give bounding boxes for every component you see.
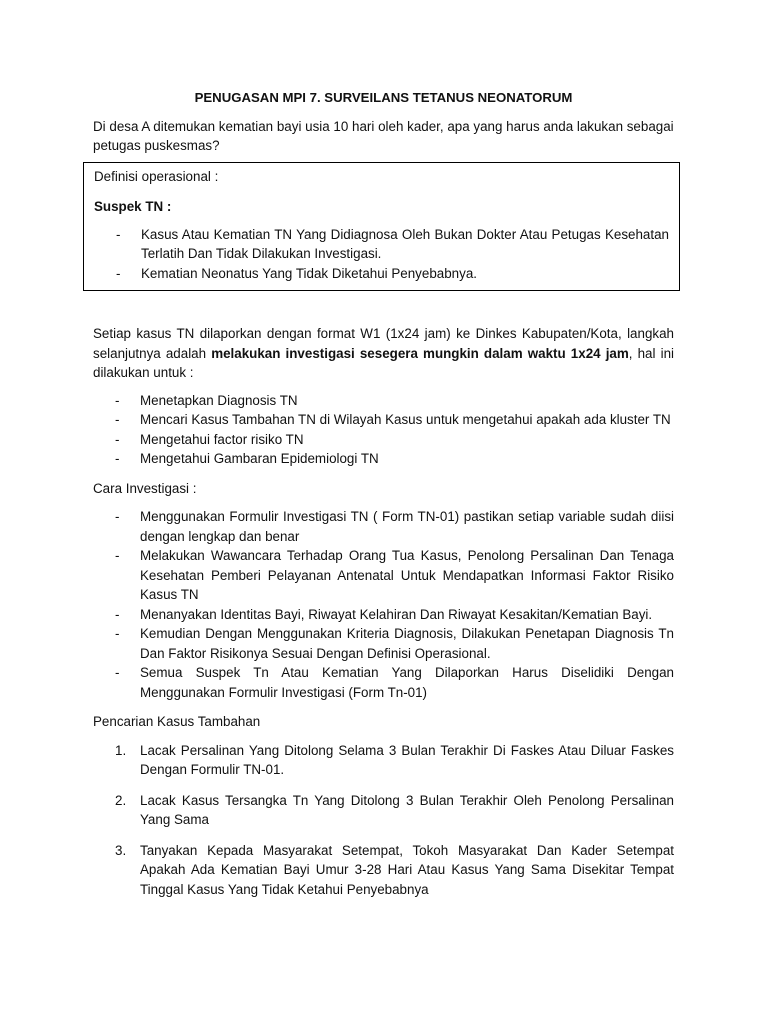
report-text-after: , hal ini dilakukan untuk :: [93, 345, 674, 380]
definition-list: [94, 225, 669, 284]
additional-cases-heading: Pencarian Kasus Tambahan: [93, 714, 261, 729]
dash-bullet: -: [115, 626, 120, 641]
list-item-text: Kasus Atau Kematian TN Yang Didiagnosa Oleh Bukan Dokter Atau Petugas Kesehatan Terlatih Dan Tidak Dilakukan Investigasi.: [141, 226, 669, 261]
list-item: [93, 605, 674, 625]
list-item-text: Tanyakan Kepada Masyarakat Setempat, Tokoh Masyarakat Dan Kader Setempat Apakah Ada Kematian Bayi Umur 3-28 Hari Atau Kasus Yang Sama Disekitar Tempat Tinggal Kasus Yang Tidak Ketahui Penyebabnya: [140, 842, 674, 897]
list-item: [94, 264, 669, 284]
intro-question: Di desa A ditemukan kematian bayi usia 10 hari oleh kader, apa yang harus anda lakukan sebagai petugas puskesmas?: [93, 118, 674, 153]
dash-bullet: -: [115, 451, 120, 466]
list-number: 3.: [115, 842, 127, 858]
purpose-list: [93, 391, 674, 469]
document-content: [93, 88, 674, 910]
investigation-heading: Cara Investigasi :: [93, 480, 197, 496]
additional-cases-list: [93, 741, 674, 900]
list-item: [93, 410, 674, 430]
dash-bullet: -: [115, 509, 120, 524]
dash-bullet: -: [115, 548, 120, 563]
list-item: [93, 663, 674, 702]
list-item: [93, 546, 674, 605]
list-item: [93, 391, 674, 411]
dash-bullet: -: [116, 265, 121, 281]
definition-subheading: Suspek TN :: [94, 199, 172, 214]
list-item-text: Lacak Persalinan Yang Ditolong Selama 3 Bulan Terakhir Di Faskes Atau Diluar Faskes Dengan Formulir TN-01.: [140, 742, 674, 777]
dash-bullet: -: [115, 606, 120, 622]
report-paragraph: [93, 324, 674, 383]
list-item-text: Mengetahui Gambaran Epidemiologi TN: [140, 451, 379, 466]
dash-bullet: -: [115, 665, 120, 680]
report-text-bold: melakukan investigasi sesegera mungkin dalam waktu 1x24 jam: [211, 345, 629, 361]
dash-bullet: -: [116, 226, 121, 242]
list-item: [94, 225, 669, 264]
list-item-text: Menetapkan Diagnosis TN: [140, 392, 298, 408]
list-item-text: Menanyakan Identitas Bayi, Riwayat Kelahiran Dan Riwayat Kesakitan/Kematian Bayi.: [140, 606, 653, 622]
list-number: 1.: [115, 742, 127, 758]
definition-box: [83, 162, 680, 292]
list-item: [93, 791, 674, 830]
list-item-text: Kematian Neonatus Yang Tidak Diketahui Penyebabnya.: [141, 265, 477, 281]
list-item: [93, 741, 674, 780]
list-item-text: Lacak Kasus Tersangka Tn Yang Ditolong 3 Bulan Terakhir Oleh Penolong Persalinan Yang Sama: [140, 792, 674, 827]
investigation-list: [93, 507, 674, 702]
list-item: [93, 430, 674, 450]
list-item: [93, 841, 674, 900]
list-item: [93, 507, 674, 546]
list-item: [93, 624, 674, 663]
dash-bullet: -: [115, 431, 120, 447]
list-number: 2.: [115, 792, 127, 808]
dash-bullet: -: [115, 392, 120, 408]
page-title: PENUGASAN MPI 7. SURVEILANS TETANUS NEONATORUM: [194, 90, 573, 105]
list-item-text: Mengetahui factor risiko TN: [140, 431, 304, 447]
list-item: [93, 449, 674, 469]
definition-heading: Definisi operasional :: [94, 168, 219, 184]
report-text-before: Setiap kasus TN dilaporkan dengan format W1 (1x24 jam) ke Dinkes Kabupaten/Kota, langkah selanjutnya adalah: [93, 326, 674, 361]
list-item-text: Melakukan Wawancara Terhadap Orang Tua Kasus, Penolong Persalinan Dan Tenaga Kesehatan Pemberi Pelayanan Antenatal Untuk Mendapatkan Informasi Faktor Risiko Kasus TN: [140, 548, 674, 602]
list-item-text: Menggunakan Formulir Investigasi TN ( Form TN-01) pastikan setiap variable sudah diisi dengan lengkap dan benar: [140, 509, 674, 544]
list-item-text: Kemudian Dengan Menggunakan Kriteria Diagnosis, Dilakukan Penetapan Diagnosis Tn Dan Faktor Risikonya Sesuai Dengan Definisi Operasional.: [140, 626, 674, 661]
list-item-text: Mencari Kasus Tambahan TN di Wilayah Kasus untuk mengetahui apakah ada kluster TN: [140, 412, 671, 427]
dash-bullet: -: [115, 412, 120, 427]
list-item-text: Semua Suspek Tn Atau Kematian Yang Dilaporkan Harus Diselidiki Dengan Menggunakan Formulir Investigasi (Form Tn-01): [140, 665, 674, 700]
